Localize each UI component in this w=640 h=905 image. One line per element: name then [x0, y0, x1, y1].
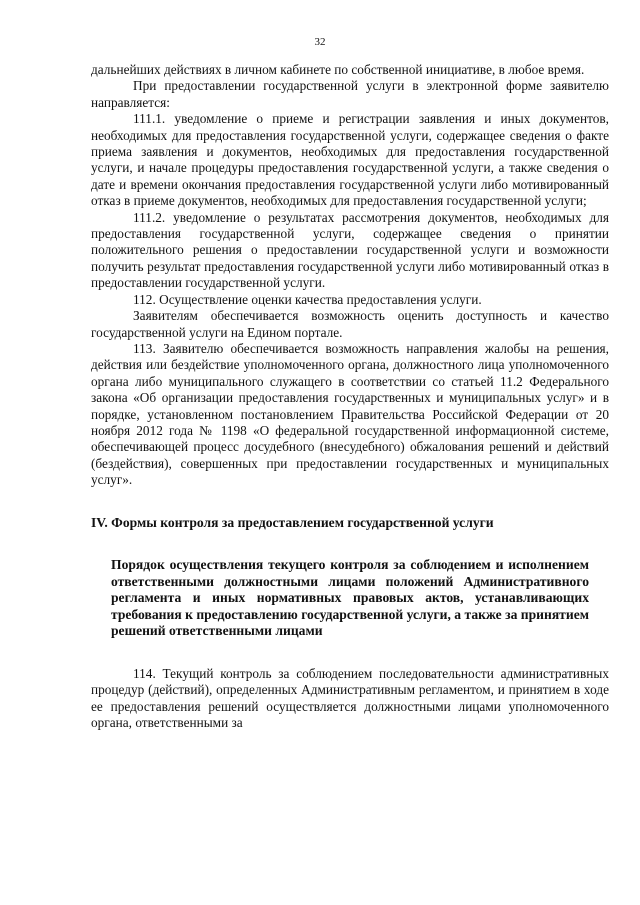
paragraph-114: 114. Текущий контроль за соблюдением последовательности административных процедур (действий), определенных Административным регламентом, и принятием в ходе ее предоставления решений осуществляется должностными лицами уполномоченного органа, ответственными за: [91, 665, 609, 731]
paragraph-112: 112. Осуществление оценки качества предоставления услуги.: [133, 291, 482, 307]
paragraph-111-2: 111.2. уведомление о результатах рассмотрения документов, необходимых для предоставления государственной услуги, содержащее сведения о принятии положительного решения о предоставлении государственной услуги и возможности получить результат предоставления государственной услуги либо мотивированный отказ в предоставлении государственной услуги.: [91, 209, 609, 291]
document-body: [91, 62, 609, 732]
subsection-heading: Порядок осуществления текущего контроля за соблюдением и исполнением ответственными должностными лицами положений Административного регламента и иных нормативных правовых актов, устанавливающих требования к предоставлению государственной услуги, а также за принятием решений ответственными лицами: [111, 556, 589, 639]
section-heading: IV. Формы контроля за предоставлением государственной услуги: [91, 514, 494, 530]
paragraph-111-1: 111.1. уведомление о приеме и регистрации заявления и иных документов, необходимых для предоставления государственной услуги, содержащее сведения о факте приема заявления и документов, необходимых для предоставления государственной услуги, и начале процедуры предоставления государственной услуги, а также сведения о дате и времени окончания предоставления государственной услуги либо мотивированный отказ в приеме документов, необходимых для предоставления государственной услуги;: [91, 111, 609, 209]
page-number: 32: [314, 36, 326, 48]
paragraph-electronic-form: При предоставлении государственной услуги в электронной форме заявителю направляется:: [91, 78, 609, 110]
paragraph-continuation: дальнейших действиях в личном кабинете по собственной инициативе, в любое время.: [91, 62, 585, 77]
paragraph-quality-assessment: Заявителям обеспечивается возможность оценить доступность и качество государственной услуги на Едином портале.: [91, 308, 609, 340]
paragraph-113: 113. Заявителю обеспечивается возможность направления жалобы на решения, действия или бездействие уполномоченного органа, должностного лица уполномоченного органа либо муниципального служащего в соответствии со статьей 11.2 Федерального закона «Об организации предоставления государственных и муниципальных услуг» и в порядке, установленном постановлением Правительства Российской Федерации от 20 ноября 2012 года № 1198 «О федеральной государственной информационной системе, обеспечивающей процесс досудебного (внесудебного) обжалования решений и действий (бездействия), совершенных при предоставлении государственных и муниципальных услуг».: [91, 340, 609, 488]
